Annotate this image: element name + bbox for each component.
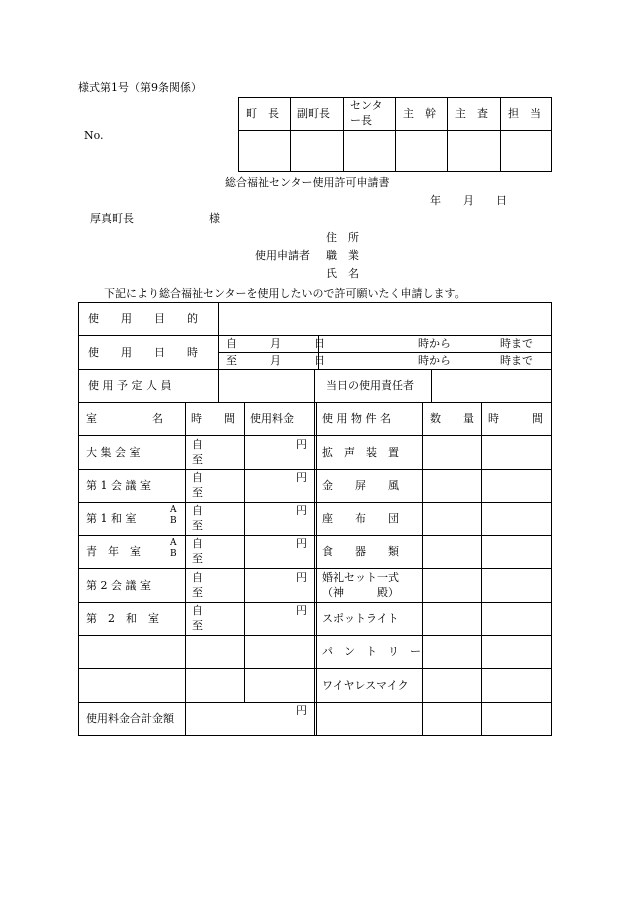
room-name: 第 2 会 議 室 (86, 579, 151, 592)
col-time2: 時 間 (488, 412, 543, 425)
applicant-address: 住 所 (326, 231, 359, 244)
to-mark: 至 (192, 486, 203, 499)
from-mark: 自 (192, 604, 203, 617)
approval-header-inspector: 主 査 (455, 107, 488, 120)
to-mark: 至 (192, 519, 203, 532)
room-name: 第 1 和 室 (86, 512, 137, 525)
room-name: 大 集 会 室 (86, 446, 141, 459)
to-mark: 至 (192, 586, 203, 599)
item-name: 食 器 類 (322, 545, 399, 558)
room-ab: A B (170, 505, 177, 526)
room-name: 青 年 室 (86, 545, 141, 558)
item-name: 拡 声 装 置 (322, 446, 399, 459)
form-number: 様式第1号（第9条関係） (78, 81, 202, 94)
extra-item-pantry: パ ン ト リ ー (322, 645, 421, 658)
from-date: 自 月 日 (226, 337, 325, 350)
to-mark: 至 (192, 552, 203, 565)
expected-attendees-label: 使 用 予 定 人 員 (88, 379, 172, 392)
time-from-2: 時から (418, 354, 451, 367)
yen-mark: 円 (296, 571, 307, 584)
addressee: 厚真町長 (90, 212, 134, 225)
approval-header-center: センタ (350, 99, 383, 112)
total-yen-mark: 円 (296, 704, 307, 717)
time-until-1: 時まで (500, 337, 533, 350)
to-mark: 至 (192, 453, 203, 466)
applicant-label: 使用申請者 (255, 249, 310, 262)
room-name: 第 2 和 室 (86, 612, 159, 625)
col-time: 時 間 (191, 412, 235, 425)
yen-mark: 円 (296, 604, 307, 617)
approval-header-center-line2: ー長 (350, 114, 372, 127)
to-mark: 至 (192, 619, 203, 632)
approval-header-mayor: 町 長 (246, 107, 279, 120)
yen-mark: 円 (296, 438, 307, 451)
extra-item-wireless-mic: ワイヤレスマイク (322, 679, 409, 692)
from-mark: 自 (192, 504, 203, 517)
time-from-1: 時から (418, 337, 451, 350)
applicant-name: 氏 名 (326, 267, 359, 280)
col-room: 室 名 (86, 412, 163, 425)
total-fee-label: 使用料金合計金額 (86, 712, 174, 725)
from-mark: 自 (192, 571, 203, 584)
yen-mark: 円 (296, 504, 307, 517)
yen-mark: 円 (296, 471, 307, 484)
from-mark: 自 (192, 438, 203, 451)
applicant-occupation: 職 業 (326, 249, 359, 262)
room-ab: A B (170, 538, 177, 559)
purpose-label: 使 用 目 的 (88, 312, 198, 325)
item-name: 婚礼セット一式 (322, 571, 399, 584)
no-label: No. (84, 129, 104, 142)
from-mark: 自 (192, 471, 203, 484)
approval-header-staff: 担 当 (508, 107, 541, 120)
responsible-person-label: 当日の使用責任者 (326, 379, 414, 392)
approval-header-chief: 主 幹 (403, 107, 436, 120)
from-mark: 自 (192, 537, 203, 550)
datetime-label: 使 用 日 時 (88, 346, 198, 359)
statement: 下記により総合福祉センターを使用したいので許可願いたく申請します。 (104, 287, 466, 300)
col-qty: 数 量 (430, 412, 474, 425)
item-name: スポットライト (322, 612, 399, 625)
col-item: 使 用 物 件 名 (322, 412, 391, 425)
item-name-line2: （神 殿） (322, 586, 399, 599)
date-line: 年 月 日 (430, 194, 507, 207)
item-name: 金 屏 風 (322, 479, 399, 492)
to-date: 至 月 日 (226, 354, 325, 367)
honorific: 様 (209, 212, 220, 225)
col-fee: 使用料金 (250, 412, 294, 425)
room-name: 第 1 会 議 室 (86, 479, 151, 492)
item-name: 座 布 団 (322, 512, 399, 525)
yen-mark: 円 (296, 537, 307, 550)
document-title: 総合福祉センター使用許可申請書 (225, 176, 390, 189)
time-until-2: 時まで (500, 354, 533, 367)
approval-header-deputy: 副町長 (297, 107, 330, 120)
